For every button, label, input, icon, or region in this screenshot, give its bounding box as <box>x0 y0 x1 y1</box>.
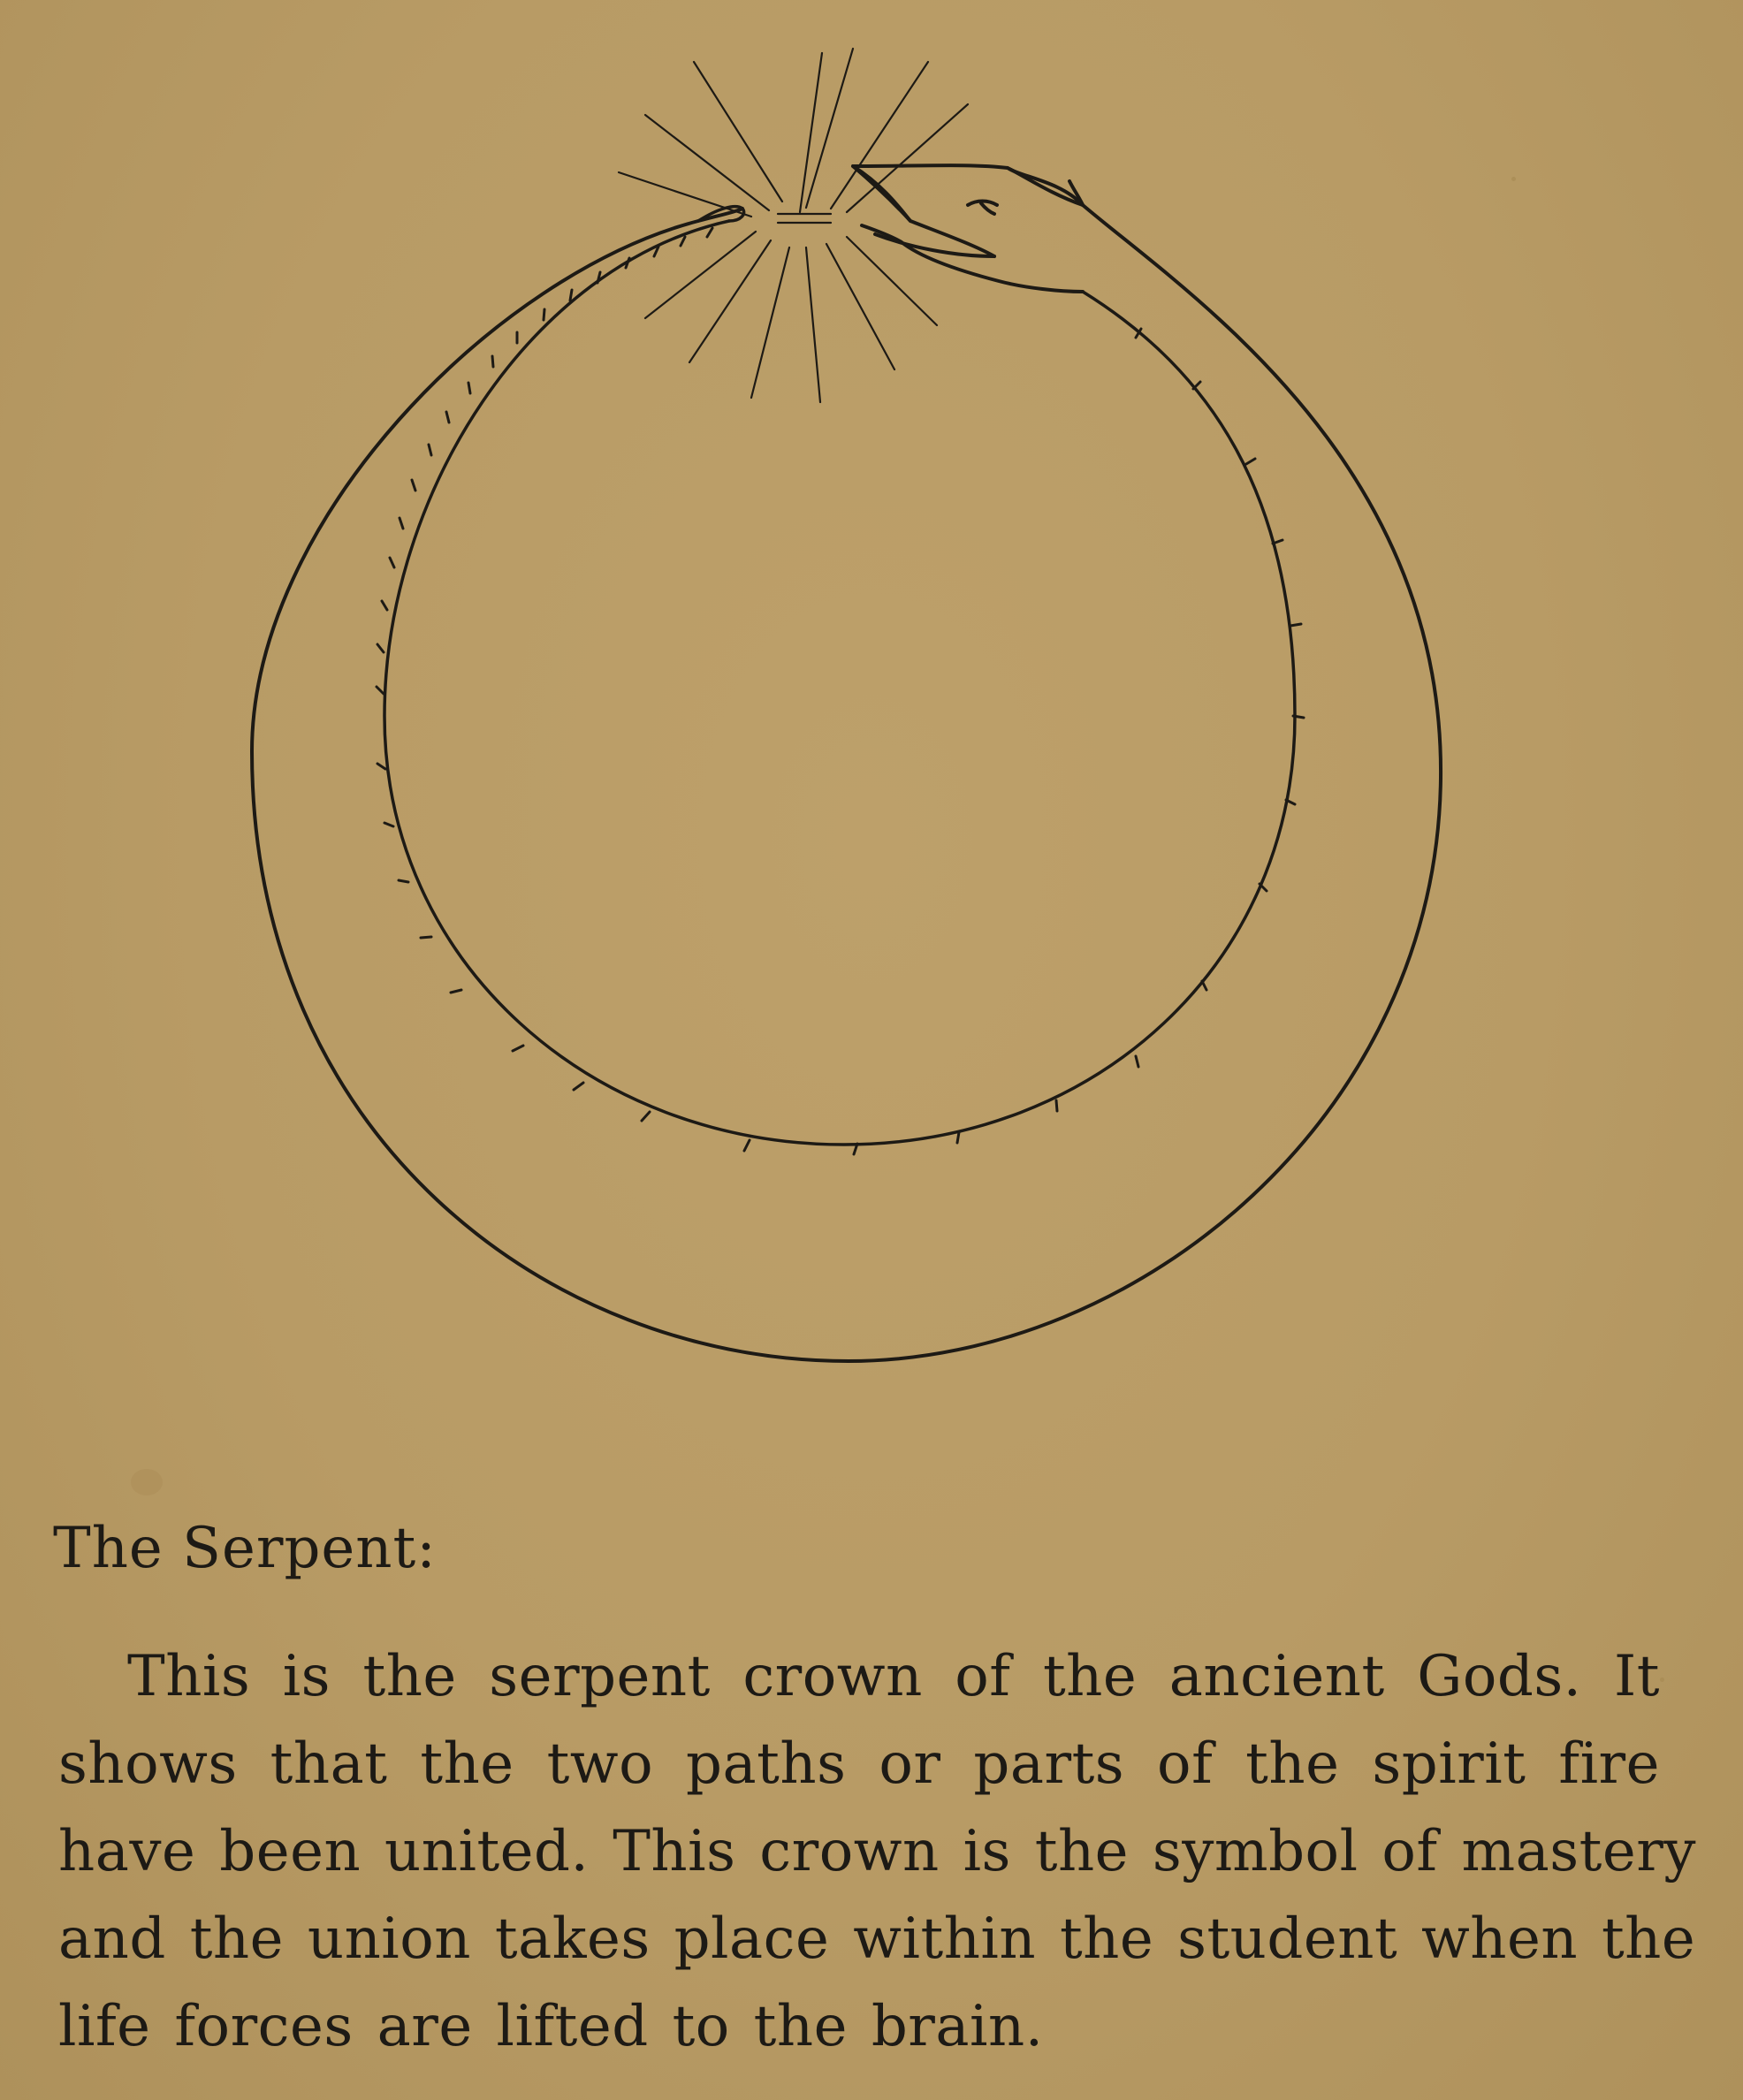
paper-speck <box>1660 1678 1664 1682</box>
serpent-outer-body <box>252 205 1441 1361</box>
paper-speck <box>131 1469 163 1495</box>
caption-body <box>58 1633 1696 2071</box>
caption-line: shows that the two paths or parts of the spirit fire <box>58 1731 1660 1797</box>
caption-title: The Serpent: <box>53 1516 437 1581</box>
serpent-inner-body <box>384 221 1295 1145</box>
paper-speck <box>1511 177 1516 181</box>
serpent-scales <box>377 228 1304 1154</box>
light-rays <box>619 49 968 402</box>
caption-line: This is the serpent crown of the ancient Gods. It <box>127 1644 1660 1709</box>
caption-line: life forces are lifted to the brain. <box>58 1994 1044 2059</box>
serpent-head <box>853 165 1083 292</box>
caption-line: have been united. This crown is the symbol of mastery <box>58 1819 1696 1884</box>
caption-line: and the union takes place within the student when the <box>58 1906 1696 1972</box>
